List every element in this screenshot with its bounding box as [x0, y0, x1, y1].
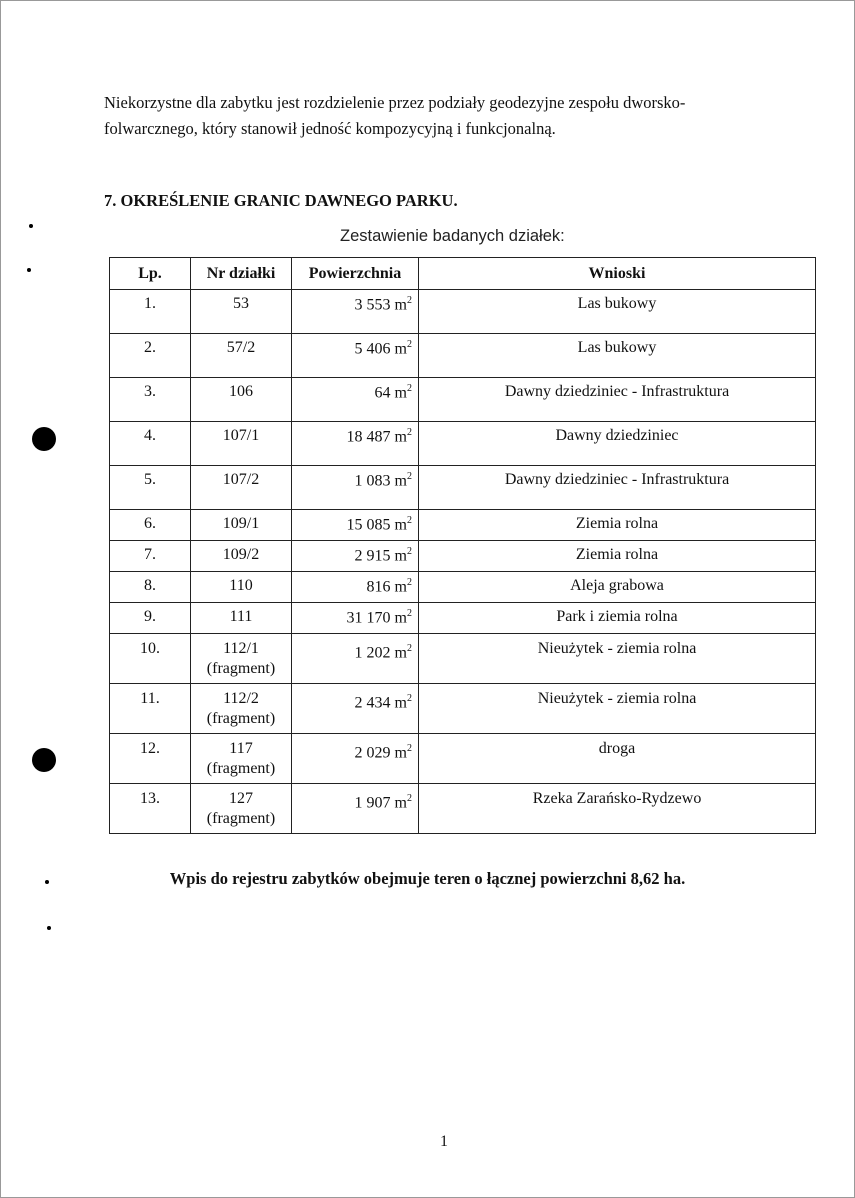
plot-number: 109/1 — [222, 515, 260, 532]
cell-conclusion: droga — [419, 734, 816, 784]
cell-conclusion: Nieużytek - ziemia rolna — [419, 634, 816, 684]
area-unit-exponent: 2 — [407, 471, 412, 482]
cell-lp: 9. — [110, 603, 191, 634]
cell-conclusion: Park i ziemia rolna — [419, 603, 816, 634]
header-area: Powierzchnia — [292, 258, 419, 290]
table-row — [110, 572, 816, 603]
cell-conclusion: Dawny dziedziniec - Infrastruktura — [419, 378, 816, 422]
cell-conclusion: Dawny dziedziniec - Infrastruktura — [419, 466, 816, 510]
cell-area — [292, 603, 419, 634]
table-row — [110, 378, 816, 422]
scan-mark — [47, 926, 51, 930]
header-conclusions: Wnioski — [419, 258, 816, 290]
cell-area — [292, 510, 419, 541]
table-caption: Zestawienie badanych działek: — [340, 227, 565, 245]
plot-number: 109/2 — [222, 546, 260, 563]
plot-fragment-note: (fragment) — [206, 660, 276, 677]
cell-area — [292, 572, 419, 603]
plot-number: 112/2 — [223, 690, 259, 707]
area-unit-exponent: 2 — [407, 515, 412, 526]
table-row — [110, 541, 816, 572]
plot-fragment-note: (fragment) — [206, 710, 276, 727]
cell-lp: 3. — [110, 378, 191, 422]
area-unit: m — [394, 578, 407, 596]
area-unit-exponent: 2 — [407, 793, 412, 804]
area-value: 2 434 — [354, 694, 391, 712]
area-unit: m — [394, 296, 407, 314]
cell-lp: 8. — [110, 572, 191, 603]
cell-plot-number — [191, 334, 292, 378]
cell-plot-number — [191, 290, 292, 334]
table-row — [110, 734, 816, 784]
cell-conclusion: Las bukowy — [419, 334, 816, 378]
cell-lp: 4. — [110, 422, 191, 466]
area-value: 31 170 — [346, 609, 391, 627]
intro-line-2: folwarcznego, który stanowił jedność kompozycyjną i funkcjonalną. — [104, 119, 556, 138]
header-plot-number: Nr działki — [191, 258, 292, 290]
area-unit-exponent: 2 — [407, 577, 412, 588]
plot-number: 107/1 — [222, 427, 260, 444]
plot-number: 57/2 — [226, 339, 256, 356]
area-unit-exponent: 2 — [407, 608, 412, 619]
cell-lp: 11. — [110, 684, 191, 734]
plot-number: 127 — [229, 790, 253, 807]
cell-area — [292, 634, 419, 684]
area-value: 816 — [366, 578, 391, 596]
cell-lp: 13. — [110, 784, 191, 834]
cell-conclusion: Ziemia rolna — [419, 541, 816, 572]
cell-conclusion: Las bukowy — [419, 290, 816, 334]
area-value: 64 — [374, 384, 391, 402]
cell-area — [292, 734, 419, 784]
cell-conclusion: Ziemia rolna — [419, 510, 816, 541]
area-value: 18 487 — [346, 428, 391, 446]
table-row — [110, 634, 816, 684]
cell-area — [292, 334, 419, 378]
cell-area — [292, 784, 419, 834]
cell-area — [292, 684, 419, 734]
area-unit-exponent: 2 — [407, 383, 412, 394]
register-summary: Wpis do rejestru zabytków obejmuje teren o łącznej powierzchni 8,62 ha. — [169, 869, 686, 888]
table-row — [110, 510, 816, 541]
area-value: 2 029 — [354, 744, 391, 762]
table-row — [110, 784, 816, 834]
plot-fragment-note: (fragment) — [206, 810, 276, 827]
area-value: 3 553 — [354, 296, 391, 314]
cell-area — [292, 378, 419, 422]
area-unit-exponent: 2 — [407, 643, 412, 654]
area-unit: m — [394, 428, 407, 446]
plot-number: 110 — [229, 577, 253, 594]
area-unit: m — [394, 744, 407, 762]
cell-lp: 6. — [110, 510, 191, 541]
area-unit-exponent: 2 — [407, 295, 412, 306]
area-value: 2 915 — [354, 547, 391, 565]
plot-number: 53 — [233, 295, 249, 312]
table-row — [110, 422, 816, 466]
cell-plot-number — [191, 634, 292, 684]
area-value: 15 085 — [346, 516, 391, 534]
cell-conclusion: Dawny dziedziniec — [419, 422, 816, 466]
cell-conclusion: Rzeka Zarańsko-Rydzewo — [419, 784, 816, 834]
punch-hole — [32, 748, 56, 772]
cell-plot-number — [191, 572, 292, 603]
area-unit-exponent: 2 — [407, 546, 412, 557]
plot-fragment-note: (fragment) — [206, 760, 276, 777]
plot-number: 107/2 — [222, 471, 260, 488]
table-row — [110, 466, 816, 510]
punch-hole — [32, 427, 56, 451]
cell-plot-number — [191, 784, 292, 834]
cell-lp: 2. — [110, 334, 191, 378]
cell-plot-number — [191, 734, 292, 784]
cell-plot-number — [191, 510, 292, 541]
cell-plot-number — [191, 378, 292, 422]
cell-area — [292, 422, 419, 466]
cell-area — [292, 290, 419, 334]
table-row — [110, 290, 816, 334]
intro-paragraph — [104, 90, 744, 142]
area-unit-exponent: 2 — [407, 427, 412, 438]
page-number: 1 — [440, 1133, 448, 1150]
plot-number: 106 — [229, 383, 253, 400]
plot-number: 112/1 — [223, 640, 259, 657]
cell-plot-number — [191, 603, 292, 634]
area-value: 1 907 — [354, 794, 391, 812]
area-unit: m — [394, 609, 407, 627]
cell-conclusion: Nieużytek - ziemia rolna — [419, 684, 816, 734]
section-heading: 7. OKREŚLENIE GRANIC DAWNEGO PARKU. — [104, 191, 458, 210]
area-unit-exponent: 2 — [407, 339, 412, 350]
cell-area — [292, 466, 419, 510]
header-lp: Lp. — [110, 258, 191, 290]
cell-plot-number — [191, 466, 292, 510]
area-unit: m — [394, 794, 407, 812]
cell-lp: 10. — [110, 634, 191, 684]
cell-lp: 7. — [110, 541, 191, 572]
area-unit: m — [394, 384, 407, 402]
cell-plot-number — [191, 422, 292, 466]
area-unit: m — [394, 547, 407, 565]
cell-conclusion: Aleja grabowa — [419, 572, 816, 603]
table-row — [110, 334, 816, 378]
area-value: 1 202 — [354, 644, 391, 662]
area-value: 1 083 — [354, 472, 391, 490]
area-unit-exponent: 2 — [407, 743, 412, 754]
area-unit: m — [394, 644, 407, 662]
cell-area — [292, 541, 419, 572]
scan-mark — [27, 268, 31, 272]
cell-lp: 1. — [110, 290, 191, 334]
plot-number: 111 — [229, 608, 253, 625]
table-header-row — [110, 258, 816, 290]
cell-lp: 12. — [110, 734, 191, 784]
intro-line-1: Niekorzystne dla zabytku jest rozdzielenie przez podziały geodezyjne zespołu dworsko- — [104, 93, 686, 112]
plot-number: 117 — [229, 740, 253, 757]
cell-lp: 5. — [110, 466, 191, 510]
table-row — [110, 603, 816, 634]
cell-plot-number — [191, 541, 292, 572]
area-unit-exponent: 2 — [407, 693, 412, 704]
plots-table — [109, 257, 816, 834]
area-unit: m — [394, 472, 407, 490]
scan-mark — [29, 224, 33, 228]
area-value: 5 406 — [354, 340, 391, 358]
area-unit: m — [394, 516, 407, 534]
table-row — [110, 684, 816, 734]
area-unit: m — [394, 694, 407, 712]
area-unit: m — [394, 340, 407, 358]
cell-plot-number — [191, 684, 292, 734]
